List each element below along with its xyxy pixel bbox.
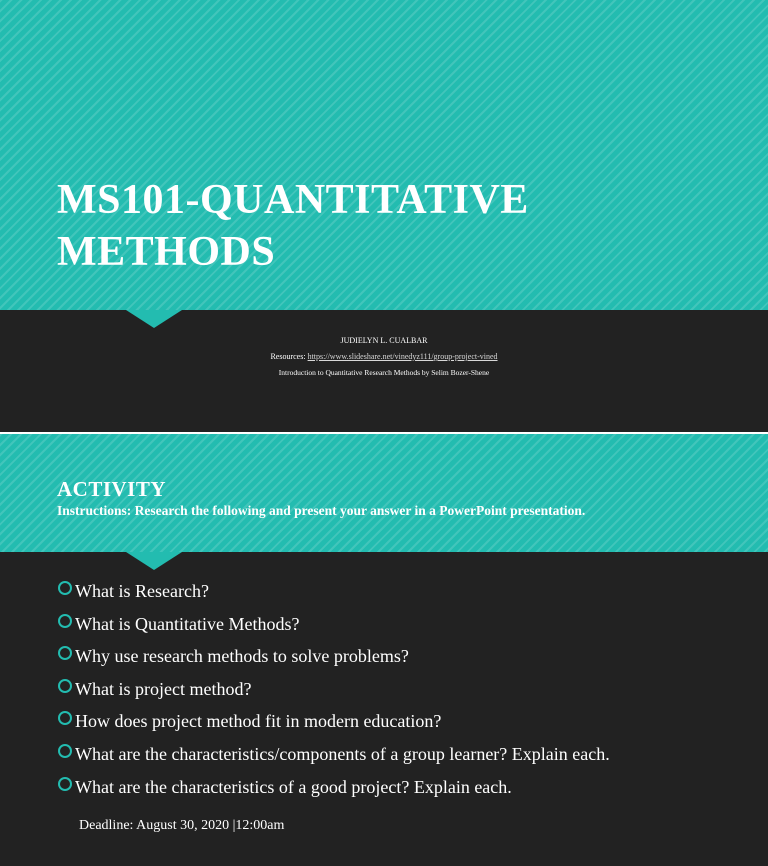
activity-heading: ACTIVITY: [57, 477, 167, 501]
circle-bullet-icon: [58, 744, 72, 758]
slide2-notch: [126, 552, 182, 570]
slide1-title: MS101-QUANTITATIVE METHODS: [57, 177, 529, 275]
resources-label: Resources:: [270, 352, 306, 361]
question-list: [58, 578, 610, 806]
list-item: [58, 741, 610, 774]
list-item: [58, 643, 610, 676]
list-item: [58, 676, 610, 709]
deadline-text: Deadline: August 30, 2020 |12:00am: [79, 818, 285, 833]
circle-bullet-icon: [58, 614, 72, 628]
slide1-notch: [126, 310, 182, 328]
list-item: [58, 578, 610, 611]
circle-bullet-icon: [58, 646, 72, 660]
resources-link[interactable]: https://www.slideshare.net/vinedyz111/group-project-vined: [307, 352, 498, 361]
circle-bullet-icon: [58, 679, 72, 693]
question-text: What are the characteristics/components of a group learner? Explain each.: [75, 743, 610, 764]
question-text: What is project method?: [75, 678, 252, 699]
resources-line: [0, 351, 768, 363]
list-item: [58, 708, 610, 741]
intro-reference: Introduction to Quantitative Research Methods by Selim Bozer-Shene: [278, 368, 490, 377]
list-item: [58, 774, 610, 807]
question-text: How does project method fit in modern education?: [75, 711, 442, 732]
list-item: [58, 611, 610, 644]
question-text: What is Research?: [75, 581, 209, 601]
question-text: What is Quantitative Methods?: [75, 613, 300, 634]
circle-bullet-icon: [58, 711, 72, 725]
circle-bullet-icon: [58, 777, 72, 791]
question-text: What are the characteristics of a good project? Explain each.: [75, 776, 512, 797]
circle-bullet-icon: [58, 581, 72, 595]
instructions-text: Instructions: Research the following and present your answer in a PowerPoint presentation.: [57, 503, 586, 518]
author-name: JUDIELYN L. CUALBAR: [340, 336, 428, 345]
question-text: Why use research methods to solve problems?: [75, 646, 409, 667]
